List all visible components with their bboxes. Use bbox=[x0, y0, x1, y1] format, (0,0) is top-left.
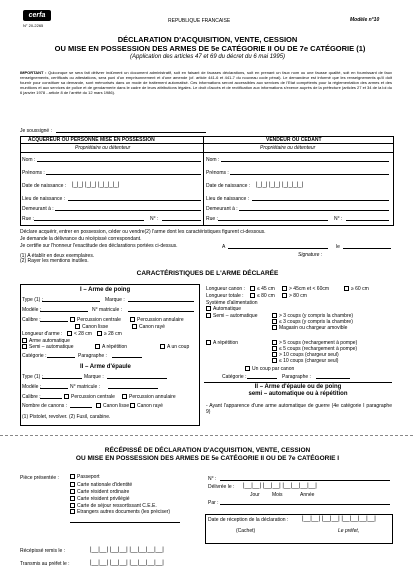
ii-title1: II – Arme d'épaule ou de poing bbox=[254, 384, 342, 390]
c80-label: ≤ 80 cm bbox=[257, 293, 275, 299]
c45-label: ≤ 45 cm bbox=[257, 286, 275, 292]
acq-nom-label: Nom : bbox=[22, 157, 36, 163]
c60-option[interactable] bbox=[344, 286, 369, 292]
sel-pob-field[interactable] bbox=[252, 200, 389, 201]
type-e-field[interactable] bbox=[42, 378, 82, 379]
marque-label: Marque : bbox=[105, 297, 125, 303]
prefet-label: Le préfet, bbox=[338, 528, 360, 534]
decl-a-label: A bbox=[222, 244, 226, 250]
s2-checkbox[interactable] bbox=[272, 319, 277, 324]
decl-le-field[interactable] bbox=[343, 248, 391, 249]
canon-lisse-e-label: Canon lisse bbox=[103, 403, 130, 409]
repetition-r-checkbox[interactable] bbox=[206, 340, 211, 345]
etrangers-field[interactable] bbox=[70, 522, 180, 523]
recepisse-field[interactable]: |__|__| |__|__| |__|__|__|__| bbox=[90, 547, 164, 553]
sel-no-label: N° : bbox=[334, 216, 343, 222]
perc-annulaire-e-checkbox[interactable] bbox=[122, 394, 127, 399]
date-recep-field[interactable]: |__|__| |__|__| |__|__|__|__| bbox=[302, 516, 376, 522]
acq-pob-field[interactable] bbox=[68, 200, 201, 201]
sel-demeurant-field[interactable] bbox=[239, 210, 389, 211]
acq-dob-field[interactable]: |_|_| |_|_| |_|_|_|_| bbox=[72, 182, 120, 188]
perc-centrale-label: Percussion centrale bbox=[77, 317, 121, 323]
lt28-checkbox[interactable] bbox=[67, 331, 72, 336]
repetition-r-option[interactable] bbox=[206, 340, 238, 346]
systeme-label: Système d'alimentation bbox=[206, 300, 258, 306]
canon-lisse-option[interactable] bbox=[75, 324, 108, 330]
lt28-label: < 28 cm bbox=[74, 331, 92, 337]
perc-annulaire-checkbox[interactable] bbox=[130, 317, 135, 322]
matricule-label: N° matricule : bbox=[92, 307, 123, 313]
categorie-r-field[interactable] bbox=[247, 378, 277, 379]
receipt-title2: OU MISE EN POSSESSION DES ARMES DE 5e CATÉGORIE II OU DE 7e CATÉGORIE I bbox=[75, 455, 340, 462]
un-coup-canon-checkbox[interactable] bbox=[245, 366, 250, 371]
date-recep-label: Date de réception de la déclaration : bbox=[208, 517, 289, 523]
semi-auto-r-label: Semi – automatique bbox=[213, 313, 258, 319]
un-coup-canon-option[interactable] bbox=[245, 366, 294, 372]
weapon-footnote: (1) Pistolet, revolver. (2) Fusil, carabine. bbox=[22, 414, 111, 420]
decl-a-field[interactable] bbox=[228, 248, 328, 249]
canon-raye-e-label: Canon rayé bbox=[137, 403, 163, 409]
acq-prenoms-field[interactable] bbox=[46, 174, 201, 175]
r2-label: ≤ 5 coups (rechargement à pompe) bbox=[279, 346, 358, 352]
canon-raye-label: Canon rayé bbox=[139, 324, 165, 330]
type-e-label: Type (1) : bbox=[22, 374, 44, 380]
decl-note2: (2) Rayer les mentions inutiles. bbox=[20, 258, 89, 264]
receipt-no-field[interactable] bbox=[220, 480, 390, 481]
semi-auto-r-option[interactable] bbox=[206, 313, 257, 319]
semi-auto-checkbox[interactable] bbox=[22, 344, 27, 349]
sel-dob-label: Date de naissance : bbox=[206, 183, 251, 189]
c80p-label: > 80 cm bbox=[289, 293, 307, 299]
pieces-label: Pièce présentée : bbox=[20, 475, 59, 481]
form-title-line1: DÉCLARATION D'ACQUISITION, VENTE, CESSION bbox=[117, 35, 298, 44]
republic-label: REPUBLIQUE FRANCAISE bbox=[168, 18, 231, 24]
r4-option[interactable] bbox=[272, 358, 338, 364]
sel-nom-label: Nom : bbox=[206, 157, 220, 163]
repetition-option[interactable] bbox=[95, 344, 127, 350]
cni-checkbox[interactable] bbox=[70, 482, 75, 487]
perc-centrale-checkbox[interactable] bbox=[70, 317, 75, 322]
ii-title2: semi – automatique ou à répétition bbox=[248, 391, 348, 397]
acq-prenoms-label: Prénoms : bbox=[22, 170, 45, 176]
nb-canons-field[interactable] bbox=[70, 407, 92, 408]
acq-pob-label: Lieu de naissance : bbox=[22, 196, 66, 202]
ii-rule bbox=[204, 382, 392, 383]
lt28-option[interactable] bbox=[67, 331, 92, 337]
sel-rue-label: Rue : bbox=[206, 216, 218, 222]
sel-dob-field[interactable]: |_|_| |_|_| |_|_|_|_| bbox=[256, 182, 304, 188]
perc-centrale-e-option[interactable] bbox=[64, 394, 115, 400]
s3-option[interactable] bbox=[272, 325, 347, 331]
canon-lisse-e-option[interactable] bbox=[96, 403, 129, 409]
receipt-title1: RÉCÉPISSÉ DE DÉCLARATION D'ACQUISITION, VENTE, CESSION bbox=[104, 447, 311, 454]
acq-no-field[interactable] bbox=[162, 220, 201, 221]
par-field[interactable] bbox=[220, 504, 390, 505]
s3-label: Magasin ou chargeur amovible bbox=[279, 325, 348, 331]
modele-e-label: Modèle : bbox=[22, 384, 42, 390]
c80p-checkbox[interactable] bbox=[282, 293, 287, 298]
cni-option[interactable] bbox=[70, 482, 132, 488]
paragraphe-r-field[interactable] bbox=[316, 378, 350, 379]
form-title-line2: OU MISE EN POSSESSION DES ARMES DE 5e CATÉGORIE II OU DE 7e CATÉGORIE (1) bbox=[54, 44, 366, 53]
repetition-label: A répétition bbox=[102, 344, 128, 350]
perc-centrale-e-checkbox[interactable] bbox=[64, 394, 69, 399]
r1-checkbox[interactable] bbox=[272, 340, 277, 345]
semi-auto-option[interactable] bbox=[22, 344, 73, 350]
sel-nom-field[interactable] bbox=[221, 161, 389, 162]
matricule-e-field[interactable] bbox=[108, 388, 158, 389]
matricule-e-label: N° matricule : bbox=[70, 384, 101, 390]
delivree-field[interactable]: |__|__| |__|__| |__|__|__|__| bbox=[243, 483, 317, 489]
calibre-e-field[interactable] bbox=[40, 398, 62, 399]
ge28-option[interactable] bbox=[97, 331, 122, 337]
marque-e-label: Marque : bbox=[84, 374, 104, 380]
perc-annulaire-label: Percussion annulaire bbox=[137, 317, 184, 323]
un-coup-checkbox[interactable] bbox=[160, 344, 165, 349]
r3-label: > 10 coups (chargeur seul) bbox=[279, 352, 339, 358]
epaule-title: II – Arme d'épaule bbox=[80, 364, 131, 370]
parties-divider bbox=[203, 136, 204, 225]
cerfa-logo: cerfa bbox=[23, 10, 51, 21]
calibre-label: Calibre : bbox=[22, 317, 41, 323]
acq-nom-field[interactable] bbox=[37, 161, 201, 162]
seller-sub: Propriétaire ou détenteur bbox=[260, 145, 316, 151]
transmis-label: Transmis au préfet le : bbox=[20, 561, 70, 567]
categorie-field[interactable] bbox=[47, 357, 75, 358]
cachet-label: (Cachet) bbox=[236, 528, 256, 534]
acquirer-sub: Propriétaire ou détenteur bbox=[75, 145, 131, 151]
acq-rue-label: Rue : bbox=[22, 216, 34, 222]
automatique-checkbox[interactable] bbox=[206, 306, 211, 311]
jour-label: Jour bbox=[250, 492, 260, 498]
acq-no-label: N° : bbox=[150, 216, 159, 222]
acq-rue-field[interactable] bbox=[34, 220, 144, 221]
receipt-no-label: N° : bbox=[208, 476, 217, 482]
characteristics-title: CARACTÉRISTIQUES DE L'ARME DÉCLARÉE bbox=[136, 270, 279, 277]
perc-annulaire-e-option[interactable] bbox=[122, 394, 176, 400]
passeport-checkbox[interactable] bbox=[70, 474, 75, 479]
canon-lisse-checkbox[interactable] bbox=[75, 324, 80, 329]
perc-annulaire-option[interactable] bbox=[130, 317, 184, 323]
parties-sub-rule bbox=[20, 152, 393, 153]
important-text: Quiconque se sera fait délivrer indûment un document administratif, soit en faisant de fausses déclarations, soit en prenant un faux nom ou une fausse qualité, soit en fournissant de faux renseignements, certificats ou attestations, sera puni d'un emprisonnement et d'une amende (cf. article 441-6 et 441-7 du nouveau code pénal). Le demandeur est informé que les renseignements qu'il doit fournir pour constituer sa demande, sont mémorisés dans un mode de traitement automatisé. Ces informations seront accessibles aux services de l'Etat compétents pour la réglementation des armes et des munitions et aux services de police et de gendarmerie dans le cadre de leurs attributions légales. Le droit d'accès et de rectification aux informations s'exerce auprès de la préfecture (articles 27 et 34 de la loi du 6 janvier 1978 - article 8 de l'arrêté du 12 mars 1986). bbox=[20, 70, 392, 95]
ge28-label: ≥ 28 cm bbox=[104, 331, 122, 337]
decl-note1: (1) A établir en deux exemplaires. bbox=[20, 253, 95, 259]
cni-label: Carte nationale d'identité bbox=[77, 482, 133, 488]
semi-auto-label: Semi – automatique bbox=[29, 344, 74, 350]
modele-field[interactable] bbox=[40, 311, 88, 312]
matricule-field[interactable] bbox=[128, 311, 194, 312]
transmis-field[interactable]: |__|__| |__|__| |__|__|__|__| bbox=[90, 560, 164, 566]
decl-le-label: le bbox=[336, 244, 340, 250]
c60-checkbox[interactable] bbox=[344, 286, 349, 291]
decl-line2: Je demande la délivrance du récépissé correspondant. bbox=[20, 236, 142, 242]
perc-centrale-option[interactable] bbox=[70, 317, 121, 323]
r4-label: ≤ 10 coups (chargeur seul) bbox=[279, 358, 339, 364]
resident-priv-option[interactable] bbox=[70, 496, 130, 502]
important-label: IMPORTANT : bbox=[20, 70, 47, 75]
canon-raye-option[interactable] bbox=[132, 324, 165, 330]
ii-note: - Ayant l'apparence d'une arme automatique de guerre (4e catégorie I paragraphe 9) bbox=[206, 403, 392, 415]
resident-ord-checkbox[interactable] bbox=[70, 489, 75, 494]
decl-line3: Je certifie sur l'honneur l'exactitude des déclarations portées ci-dessus. bbox=[20, 243, 178, 249]
s3-checkbox[interactable] bbox=[272, 325, 277, 330]
ge28-checkbox[interactable] bbox=[97, 331, 102, 336]
resident-ord-label: Carte résident ordinaire bbox=[77, 489, 130, 495]
c45-60-option[interactable] bbox=[282, 286, 329, 292]
paragraphe-label: Paragraphe : bbox=[78, 353, 107, 359]
canon-raye-e-option[interactable] bbox=[130, 403, 163, 409]
decl-line1: Déclare acquérir, entrer en possession, céder ou vendre(2) l'arme dont les caractéristiques figurent ci-dessous. bbox=[20, 229, 266, 235]
nb-canons-label: Nombre de canons : bbox=[22, 403, 68, 409]
sel-pob-label: Lieu de naissance : bbox=[206, 196, 250, 202]
semi-auto-r-checkbox[interactable] bbox=[206, 313, 211, 318]
sejour-checkbox[interactable] bbox=[70, 503, 75, 508]
s1-checkbox[interactable] bbox=[272, 313, 277, 318]
calibre-field[interactable] bbox=[40, 321, 68, 322]
etrangers-option[interactable] bbox=[70, 509, 170, 515]
model-number: Modèle n°10 bbox=[350, 17, 380, 23]
sejour-label: Carte de séjour ressortissant C.E.E. bbox=[77, 503, 157, 509]
c45-60-label: > 45cm et < 60cm bbox=[289, 286, 330, 292]
r1-label: > 5 coups (rechargement à pompe) bbox=[279, 340, 358, 346]
acq-dob-label: Date de naissance : bbox=[22, 183, 67, 189]
un-coup-canon-label: Un coup par canon bbox=[252, 366, 295, 372]
annee-label: Année bbox=[300, 492, 315, 498]
cerfa-number: N° 20-2265 bbox=[23, 23, 44, 28]
canon-lisse-e-checkbox[interactable] bbox=[96, 403, 101, 408]
canon-raye-checkbox[interactable] bbox=[132, 324, 137, 329]
form-subtitle: (Application des articles 47 et 69 du décret du 6 mai 1995) bbox=[129, 54, 286, 60]
resident-ord-option[interactable] bbox=[70, 489, 129, 495]
longueur-totale-label: Longueur totale : bbox=[206, 293, 244, 299]
signed-label: Je soussigné : bbox=[20, 128, 52, 134]
etrangers-checkbox[interactable] bbox=[70, 509, 75, 514]
c45-option[interactable] bbox=[250, 286, 275, 292]
un-coup-label: A un coup bbox=[167, 344, 190, 350]
s1-label: > 3 coups (y compris la chambre) bbox=[279, 313, 354, 319]
r2-checkbox[interactable] bbox=[272, 346, 277, 351]
parties-header-rule bbox=[20, 143, 393, 144]
categorie-r-label: Catégorie : bbox=[222, 374, 247, 380]
recepisse-label: Récépissé remis le : bbox=[20, 548, 66, 554]
repetition-checkbox[interactable] bbox=[95, 344, 100, 349]
acq-demeurant-field[interactable] bbox=[55, 210, 201, 211]
sel-rue-field[interactable] bbox=[218, 220, 328, 221]
passeport-label: Passeport bbox=[77, 474, 100, 480]
arme-auto-label: Arme automatique bbox=[29, 338, 70, 344]
delivree-label: Délivrée le : bbox=[208, 484, 235, 490]
acq-demeurant-label: Demeurant à : bbox=[22, 206, 54, 212]
seller-title: VENDEUR OU CEDANT bbox=[266, 137, 322, 143]
c80-checkbox[interactable] bbox=[250, 293, 255, 298]
c45-checkbox[interactable] bbox=[250, 286, 255, 291]
acquirer-title: ACQUEREUR OU PERSONNE MISE EN POSSESSION bbox=[28, 137, 155, 143]
resident-priv-checkbox[interactable] bbox=[70, 496, 75, 501]
sel-prenoms-label: Prénoms : bbox=[206, 170, 229, 176]
r4-checkbox[interactable] bbox=[272, 358, 277, 363]
signed-line[interactable] bbox=[56, 132, 206, 133]
categorie-label: Catégorie : bbox=[22, 353, 47, 359]
c80p-option[interactable] bbox=[282, 293, 307, 299]
c60-label: ≥ 60 cm bbox=[351, 286, 369, 292]
modele-e-field[interactable] bbox=[40, 388, 68, 389]
par-label: Par : bbox=[208, 500, 219, 506]
c45-60-checkbox[interactable] bbox=[282, 286, 287, 291]
automatique-label: Automatique bbox=[213, 306, 242, 312]
canon-lisse-label: Canon lisse bbox=[82, 324, 109, 330]
passeport-option[interactable] bbox=[70, 474, 100, 480]
poing-title: I – Arme de poing bbox=[80, 287, 131, 293]
mois-label: Mois bbox=[272, 492, 283, 498]
arme-auto-checkbox[interactable] bbox=[22, 338, 27, 343]
perc-annulaire-e-label: Percussion annulaire bbox=[129, 394, 176, 400]
c80-option[interactable] bbox=[250, 293, 275, 299]
important-notice bbox=[20, 70, 392, 95]
perc-centrale-e-label: Percussion centrale bbox=[71, 394, 115, 400]
longueur-canon-label: Longueur canon : bbox=[206, 286, 245, 292]
etrangers-label: Etrangers autres documents (les préciser) bbox=[77, 509, 171, 515]
paragraphe-field[interactable] bbox=[112, 357, 142, 358]
longueur-arme-label: Longueur d'arme : bbox=[22, 331, 63, 337]
sel-prenoms-field[interactable] bbox=[230, 174, 389, 175]
type-label: Type (1) : bbox=[22, 297, 44, 303]
modele-label: Modèle : bbox=[22, 307, 42, 313]
type-field[interactable] bbox=[42, 301, 100, 302]
un-coup-option[interactable] bbox=[160, 344, 189, 350]
r3-checkbox[interactable] bbox=[272, 352, 277, 357]
s2-label: ≤ 3 coups (y compris la chambre) bbox=[279, 319, 353, 325]
repetition-r-label: A répétition bbox=[213, 340, 239, 346]
automatique-option[interactable] bbox=[206, 306, 241, 312]
paragraphe-r-label: Paragraphe : bbox=[282, 374, 311, 380]
canon-raye-e-checkbox[interactable] bbox=[130, 403, 135, 408]
sel-demeurant-label: Demeurant à : bbox=[206, 206, 238, 212]
marque-e-field[interactable] bbox=[107, 378, 167, 379]
calibre-e-label: Calibre : bbox=[22, 394, 41, 400]
marque-field[interactable] bbox=[128, 301, 194, 302]
sel-no-field[interactable] bbox=[346, 220, 389, 221]
resident-priv-label: Carte résident privilégié bbox=[77, 496, 130, 502]
cut-line bbox=[0, 435, 413, 436]
signature-label: Signature : bbox=[298, 252, 323, 258]
